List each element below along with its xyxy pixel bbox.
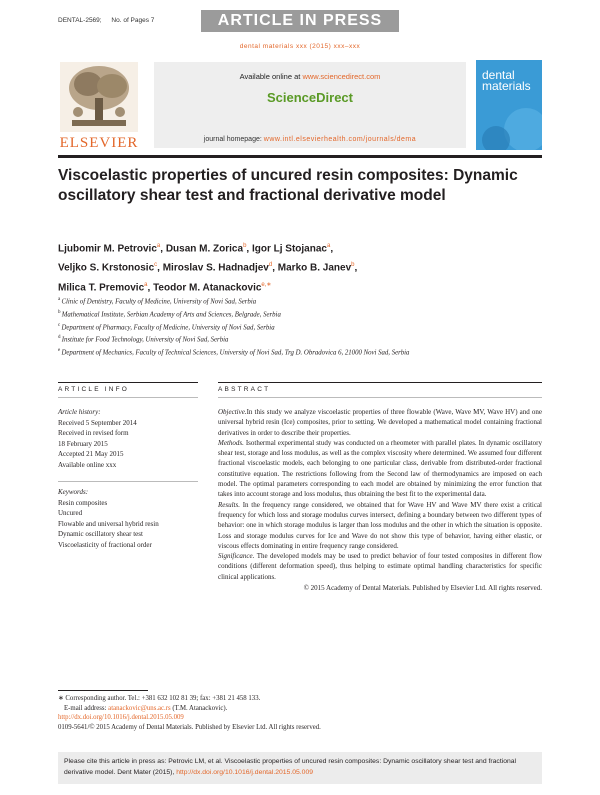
abstract-rule	[218, 382, 542, 383]
page-count: No. of Pages 7	[111, 17, 155, 24]
article-id-line	[58, 17, 162, 24]
author-list: Ljubomir M. Petrovic$^a$, Dusan M. Zorica$^b$, Igor Lj Stojanac$^a$, Veljko S. Krstonosic$^c$, Miroslav S. Hadnadjev$^d$, Marko B. Janev$^b$, Milica T. Premovic$^a$, Teodor M. Atanackovic$^{e,∗}$	[58, 243, 358, 293]
masthead-center-panel	[154, 62, 466, 148]
author-name: Milica T. Premovic	[58, 281, 145, 293]
affiliation-item: $^a$ Clinic of Dentistry, Faculty of Medicine, University of Novi Sad, Serbia	[58, 297, 257, 306]
author-name: Marko B. Janev	[277, 262, 352, 274]
citation-box	[58, 752, 542, 784]
corresponding-author: ∗ Corresponding author. Tel.: +381 632 102 81 39; fax: +381 21 458 133.	[58, 695, 261, 702]
journal-homepage	[154, 136, 466, 143]
keywords	[58, 487, 198, 550]
history-item: 18 February 2015	[58, 439, 108, 448]
keyword-item: Viscoelasticity of fractional order	[58, 540, 152, 549]
info-separator	[58, 481, 198, 482]
abstract-heading: ABSTRACT	[218, 386, 271, 393]
affiliation-item: $^c$ Department of Pharmacy, Faculty of Medicine, University of Novi Sad, Serbia	[58, 322, 275, 331]
author-name: Teodor M. Atanackovic	[153, 281, 262, 293]
affiliation-item: $^e$ Department of Mechanics, Faculty of Technical Sciences, University of Novi Sad, Trg D. Obradovica 6, 21000 Novi Sad, Serbia	[58, 348, 410, 357]
article-in-press-banner: ARTICLE IN PRESS	[201, 10, 399, 32]
history-label: Article history:	[58, 408, 101, 416]
available-prefix: Available online at	[239, 72, 301, 81]
affiliation-item: $^d$ Institute for Food Technology, University of Novi Sad, Serbia	[58, 335, 229, 344]
elsevier-tree-logo-icon	[58, 60, 140, 146]
history-item: Received in revised form	[58, 429, 129, 437]
article-id: DENTAL-2569;	[58, 17, 102, 24]
author-name: Dusan M. Zorica	[165, 243, 244, 255]
abstract-copyright: © 2015 Academy of Dental Materials. Published by Elsevier Ltd. All rights reserved.	[303, 584, 542, 593]
author-name: Igor Lj Stojanac	[251, 243, 327, 255]
author-affiliation-marker: a	[326, 243, 331, 249]
keywords-label: Keywords:	[58, 488, 89, 496]
history-item: Accepted 21 May 2015	[58, 450, 124, 458]
history-item: Received 5 September 2014	[58, 418, 137, 427]
abstract-significance: Significance. The developed models may be used to predict behavior of four tested composites in different flow conditions (different deformation speed), thus helping to estimate optimal handling characteristics for specific clinical applications.	[218, 552, 542, 581]
article-title: Viscoelastic properties of uncured resin composites: Dynamic oscillatory shear test and fractional derivative model	[58, 167, 518, 204]
masthead	[58, 60, 542, 158]
running-header	[58, 10, 542, 34]
available-online	[154, 72, 466, 81]
author-affiliation-marker: a	[144, 281, 148, 288]
issn-line: 0109-5641/© 2015 Academy of Dental Materials. Published by Elsevier Ltd. All rights reserved.	[58, 723, 321, 731]
masthead-rule	[58, 155, 542, 158]
abstract-methods: Methods. Isothermal experimental study was conducted on a rheometer with parallel plates. In dynamic oscillatory shear test, storage and loss modulus, as well as the complex viscosity where determined. We assumed four different fractional viscoelastic models, each belonging to one particular class, derivable from distributed-order fractional constitutive equation. The restrictions following from the Second law of thermodynamics are imposed on each model. The optimal parameters corresponding to each model are obtained by minimizing the error function that takes into account storage and loss modulus, thus obtaining the best fit to the experimental data.	[218, 438, 543, 499]
history-item: Available online xxx	[58, 460, 117, 469]
homepage-prefix: journal homepage:	[203, 136, 262, 143]
sciencedirect-link[interactable]: www.sciencedirect.com	[302, 72, 381, 81]
abstract-subrule	[218, 397, 542, 398]
footnotes	[58, 694, 542, 732]
email-link[interactable]: atanackovic@uns.ac.rs	[108, 704, 171, 712]
journal-citation-line: dental materials xxx (2015) xxx–xxx	[239, 43, 361, 50]
author-affiliation-marker: e,∗	[261, 281, 272, 288]
author-name: Miroslav S. Hadnadjev	[162, 262, 269, 274]
citation-text: Please cite this article in press as: Petrovic LM, et al. Viscoelastic properties of uncured resin composites: Dynamic oscillatory shear test and fractional derivative model. Dent Mater (2015),	[64, 758, 517, 776]
abstract-objective: Objective.In this study we analyze viscoelastic properties of three flowable (Wave, Wave MV, Wave HV) and one universal hybrid resin (Ice) composites, prior to setting. We developed a mathematical model containing fractional derivatives in order to describe their properties.	[218, 408, 542, 437]
email-line: E-mail address: atanackovic@uns.ac.rs (T.M. Atanackovic).	[64, 704, 228, 712]
article-info-rule	[58, 382, 198, 383]
publisher-wordmark: ELSEVIER	[59, 135, 139, 151]
author-affiliation-marker: b	[351, 262, 355, 269]
article-info-heading: ARTICLE INFO	[58, 386, 130, 393]
author-affiliation-marker: c	[154, 262, 158, 269]
journal-cover-thumbnail	[476, 60, 542, 150]
author-name: Ljubomir M. Petrovic	[58, 243, 157, 255]
author-affiliation-marker: b	[243, 243, 247, 249]
footnote-rule	[58, 690, 148, 691]
citation-doi-link[interactable]: http://dx.doi.org/10.1016/j.dental.2015.05.009	[176, 768, 314, 776]
keyword-item: Flowable and universal hybrid resin	[58, 519, 159, 528]
sciencedirect-logo: ScienceDirect	[267, 90, 353, 105]
abstract-results: Results. In the frequency range considered, we obtained that for Wave HV and Wave MV there exist a critical frequency for which loss and storage modulus curves intersect, defining a boundary between two different types of behavior: one in which storage modulus is larger than loss modulus and the other in which the situation is opposite. Loss and storage modulus curves for Ice and Wave do not show this type of behavior, having either elastic, or viscous effects dominating in entire frequency range considered.	[218, 500, 542, 550]
author-affiliation-marker: a	[156, 243, 161, 249]
homepage-link[interactable]: www.intl.elsevierhealth.com/journals/dema	[263, 136, 417, 143]
keyword-item: Dynamic oscillatory shear test	[58, 530, 143, 538]
author-name: Veljko S. Krstonosic	[58, 262, 155, 274]
keyword-item: Resin composites	[58, 498, 108, 507]
cover-title: dental materials	[482, 68, 531, 93]
affiliation-list	[58, 295, 478, 359]
article-info-subrule	[58, 397, 198, 398]
keyword-item: Uncured	[58, 509, 83, 517]
affiliation-item: $^b$ Mathematical Institute, Serbian Academy of Arts and Sciences, Belgrade, Serbia	[58, 309, 281, 319]
abstract-body	[218, 407, 542, 593]
article-history	[58, 407, 198, 470]
doi-link[interactable]: http://dx.doi.org/10.1016/j.dental.2015.05.009	[58, 714, 184, 721]
author-affiliation-marker: d	[268, 262, 273, 269]
